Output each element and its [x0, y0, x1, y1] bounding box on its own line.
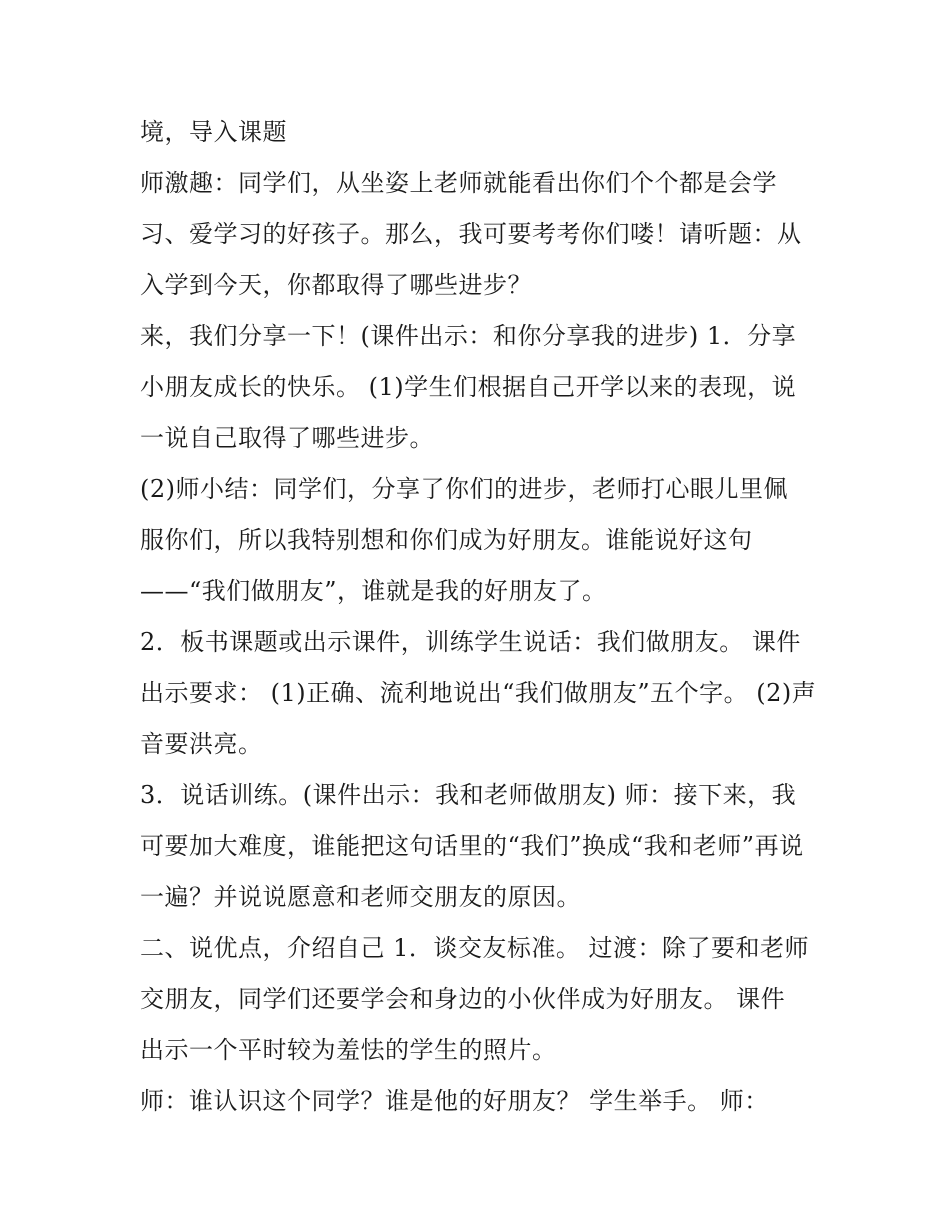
text-line: ——“我们做朋友”，谁就是我的好朋友了。 — [140, 577, 607, 605]
text-line: 服你们，所以我特别想和你们成为好朋友。谁能说好这句 — [140, 526, 753, 554]
text-line: 一说自己取得了哪些进步。 — [140, 424, 434, 452]
text-line: 境，导入课题 — [140, 118, 287, 146]
text-line: 交朋友，同学们还要学会和身边的小伙伴成为好朋友。 课件 — [140, 985, 786, 1013]
text-line: 习、爱学习的好孩子。那么，我可要考考你们喽！请听题：从 — [140, 220, 802, 248]
text-line: (2)师小结：同学们，分享了你们的进步，老师打心眼儿里佩 — [140, 475, 788, 503]
text-line: 师：谁认识这个同学？谁是他的好朋友？ 学生举手。 师： — [140, 1087, 769, 1115]
text-line: 来，我们分享一下！(课件出示：和你分享我的进步) 1．分享 — [140, 322, 797, 350]
text-line: 可要加大难度，谁能把这句话里的“我们”换成“我和老师”再说 — [140, 832, 804, 860]
text-line: 3．说话训练。(课件出示：我和老师做朋友) 师：接下来，我 — [140, 781, 797, 809]
text-line: 入学到今天，你都取得了哪些进步？ — [140, 271, 532, 299]
text-line: 小朋友成长的快乐。 (1)学生们根据自己开学以来的表现，说 — [140, 373, 797, 401]
text-line: 一遍？并说说愿意和老师交朋友的原因。 — [140, 883, 581, 911]
document-body — [140, 107, 820, 1127]
text-line: 2．板书课题或出示课件，训练学生说话：我们做朋友。 课件 — [140, 628, 801, 656]
text-line: 音要洪亮。 — [140, 730, 263, 758]
text-line: 二、说优点，介绍自己 1．谈交友标准。 过渡：除了要和老师 — [140, 934, 810, 962]
text-line: 出示一个平时较为羞怯的学生的照片。 — [140, 1036, 557, 1064]
text-line: 出示要求： (1)正确、流利地说出“我们做朋友”五个字。 (2)声 — [140, 679, 817, 707]
text-line: 师激趣：同学们，从坐姿上老师就能看出你们个个都是会学 — [140, 169, 777, 197]
